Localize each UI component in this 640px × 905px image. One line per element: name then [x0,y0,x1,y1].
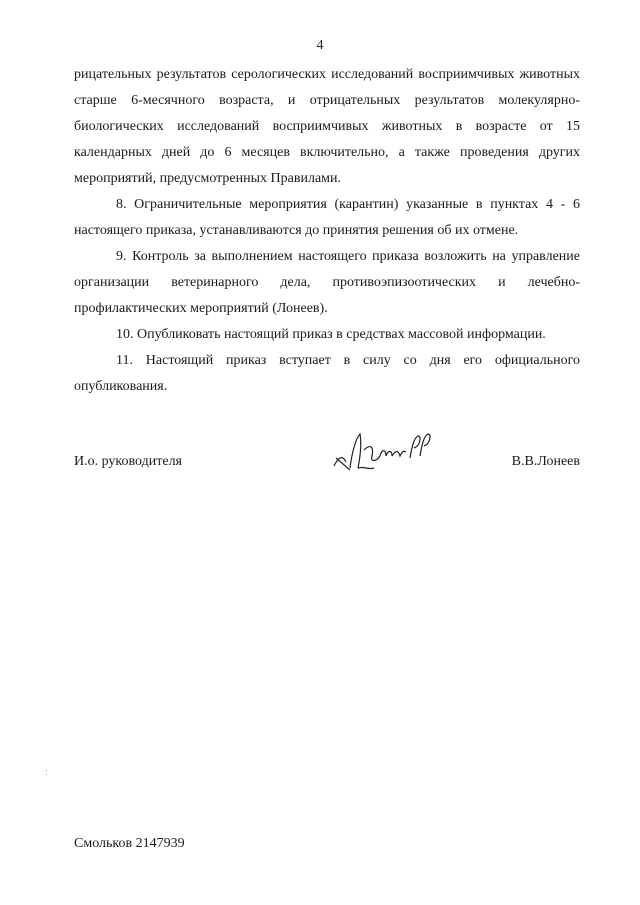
paragraph-item-10: 10. Опубликовать настоящий приказ в средствах массовой информации. [116,327,546,342]
signature-row [74,450,580,480]
paragraph-item-11: 11. Настоящий приказ вступает в силу со дня его официального опубликования. [74,353,580,394]
handwritten-signature [324,428,436,476]
signatory-name: В.В.Лонеев [511,454,580,469]
paragraph-item-8: 8. Ограничительные мероприятия (карантин) указанные в пунктах 4 - 6 настоящего приказа, устанавливаются до принятия решения об их отмене. [74,197,580,238]
paragraph-continuation: рицательных результатов серологических исследований восприимчивых животных старше 6-месячного возраста, и отрицательных результатов молекулярно-биологических исследований восприимчивых животных в возрасте от 15 календарных дней до 6 месяцев включительно, а также проведения других мероприятий, предусмотренных Правилами. [74,67,580,186]
paragraph-item-9: 9. Контроль за выполнением настоящего приказа возложить на управление организации ветеринарного дела, противоэпизоотических и лечебно-профилактических мероприятий (Лонеев). [74,249,580,316]
scan-specks [46,770,48,776]
document-body [74,62,580,400]
page-number: 4 [316,38,324,53]
signatory-title: И.о. руководителя [74,454,183,469]
executor-line: Смольков 2147939 [74,836,185,851]
